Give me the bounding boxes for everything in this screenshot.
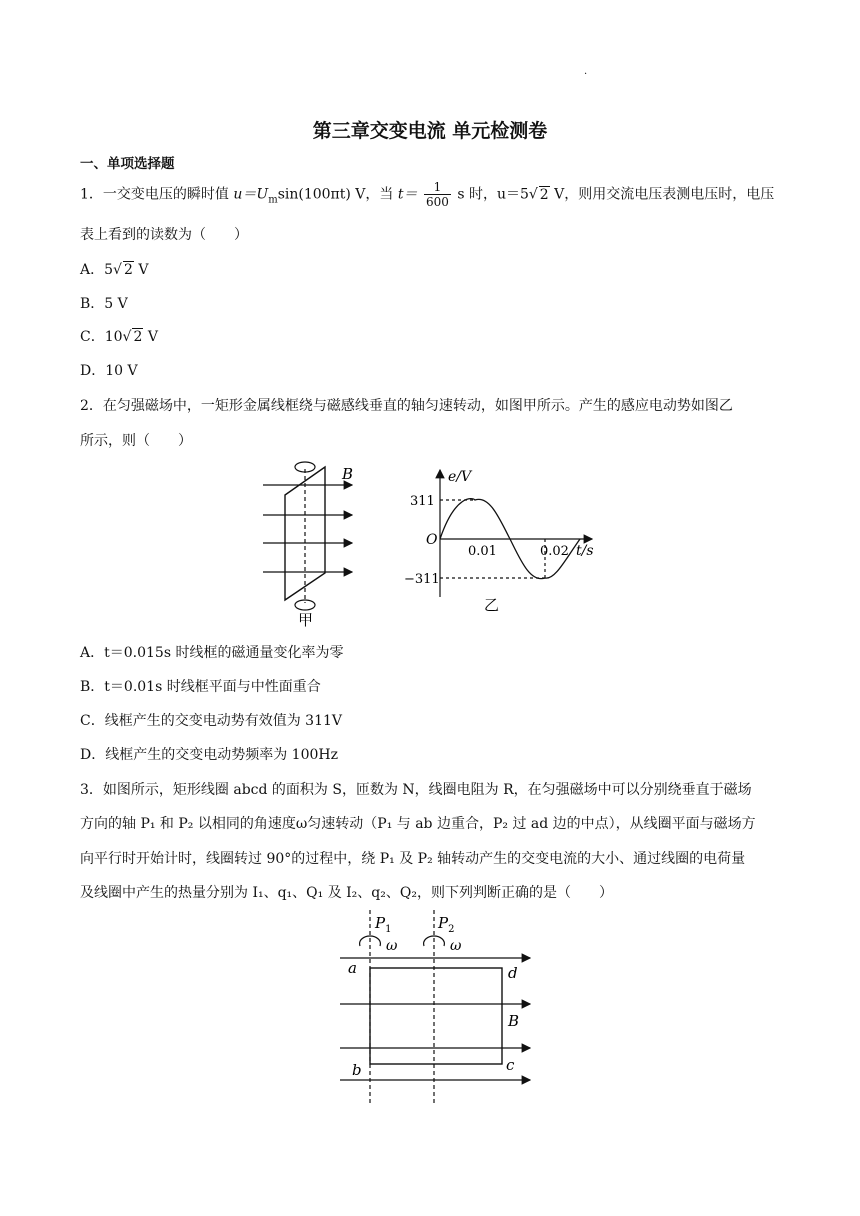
q2-stem-line1: 2．在匀强磁场中，一矩形金属线框绕与磁感线垂直的轴匀速转动，如图甲所示。产生的感应电动势如图乙 (80, 398, 733, 414)
x-tick-2: 0.02 (540, 544, 569, 559)
label-p2: $P_2$ (438, 914, 455, 935)
q2-option-b: B．t＝0.01s 时线框平面与中性面重合 (80, 679, 321, 695)
coil-abcd (370, 968, 502, 1064)
x-axis-label: t/s (576, 543, 594, 559)
y-tick-top: 311 (410, 494, 435, 509)
q2-stem-line2: 所示，则（ ） (80, 433, 192, 449)
x-tick-1: 0.01 (468, 544, 497, 559)
header-dot: . (584, 66, 588, 77)
q2-option-c: C．线框产生的交变电动势有效值为 311V (80, 713, 342, 729)
label-a: a (348, 959, 357, 977)
q1-option-c: C．10√ 2 V (80, 329, 158, 345)
q3-stem-line1: 3．如图所示，矩形线圈 abcd 的面积为 S，匝数为 N，线圈电阻为 R，在匀强磁场中可以分别绕垂直于磁场 (80, 782, 752, 798)
figure-yi (400, 465, 600, 615)
q3-stem-line2: 方向的轴 P₁ 和 P₂ 以相同的角速度ω匀速转动（P₁ 与 ab 边重合，P₂ 过 ad 边的中点），从线圈平面与磁场方 (80, 816, 756, 832)
origin-label: O (426, 532, 438, 548)
page-title: 第三章交变电流 单元检测卷 (312, 120, 548, 142)
q2-option-d: D．线框产生的交变电动势频率为 100Hz (80, 747, 338, 763)
y-axis-label: e/V (448, 469, 472, 485)
label-p1: $P_1$ (375, 914, 392, 935)
figure-jia (255, 455, 365, 630)
section-heading: 一、单项选择题 (80, 156, 175, 172)
label-b: b (352, 1061, 362, 1079)
field-label: B (342, 465, 354, 483)
q3-stem-line4: 及线圈中产生的热量分别为 I₁、q₁、Q₁ 及 I₂、q₂、Q₂，则下列判断正确的是（ ） (80, 885, 613, 901)
label-d: d (508, 964, 518, 982)
label-omega-1: ω (386, 938, 398, 954)
label-c: c (506, 1056, 515, 1074)
y-tick-bottom: −311 (404, 572, 440, 587)
q1-stem-line2: 表上看到的读数为（ ） (80, 227, 248, 243)
figure-q3 (330, 908, 540, 1108)
q1-fraction: $\frac{1}{600}$ (425, 180, 449, 209)
label-B: B (508, 1012, 520, 1030)
figure-caption: 乙 (484, 596, 500, 614)
rotation-arrow-icon (295, 600, 315, 610)
q1-option-b: B．5 V (80, 296, 128, 312)
q2-option-a: A．t＝0.015s 时线框的磁通量变化率为零 (80, 645, 344, 661)
label-omega-2: ω (450, 938, 462, 954)
q1-option-a: A．5√ 2 V (80, 262, 149, 278)
q1-option-d: D．10 V (80, 363, 138, 379)
q1-stem-line1: 1．一交变电压的瞬时值 $u=U_m\sin(100\pi t)$ V，当 t＝ $\frac{1}{600}$ s 时，u＝5√ 2 V，则用交流电压表测电压时，电压 (80, 180, 775, 209)
figure-caption: 甲 (298, 611, 314, 629)
q3-stem-line3: 向平行时开始计时，线圈转过 90°的过程中，绕 P₁ 及 P₂ 轴转动产生的交变电流的大小、通过线圈的电荷量 (80, 851, 746, 867)
